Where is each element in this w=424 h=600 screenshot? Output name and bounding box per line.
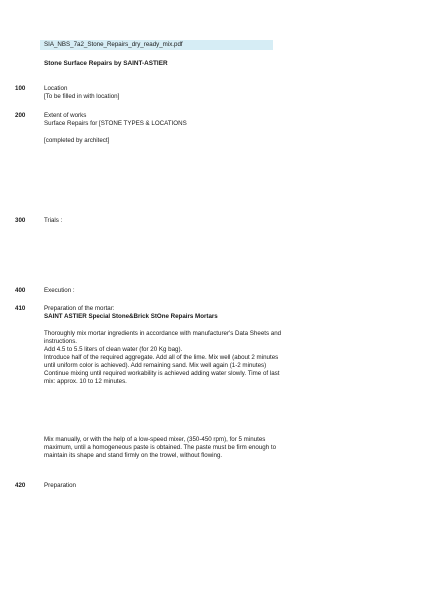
section-400 xyxy=(44,287,284,295)
section-heading: Preparation of the mortar: xyxy=(44,305,115,312)
section-100 xyxy=(44,85,284,101)
section-number-400: 400 xyxy=(15,287,26,294)
section-heading: Extent of works xyxy=(44,112,87,119)
document-title: Stone Surface Repairs by SAINT-ASTIER xyxy=(44,60,168,67)
section-200 xyxy=(44,112,284,128)
instruction-paragraph: Thoroughly mix mortar ingredients in accordance with manufacturer's Data Sheets and instructions. xyxy=(44,330,282,345)
section-heading: Execution : xyxy=(44,287,75,294)
section-text: Surface Repairs for [STONE TYPES & LOCATIONS xyxy=(44,120,187,127)
section-heading: Location xyxy=(44,85,68,92)
section-number-420: 420 xyxy=(15,482,26,489)
section-text: [To be filled in with location] xyxy=(44,93,120,100)
section-410-mixing xyxy=(44,436,288,460)
section-420 xyxy=(44,482,284,490)
section-410-instructions xyxy=(44,330,288,386)
instruction-paragraph: Add 4.5 to 5.5 liters of clean water (for 20 Kg bag). xyxy=(44,346,183,353)
product-name: SAINT ASTIER Special Stone&Brick StOne Repairs Mortars xyxy=(44,313,218,320)
instruction-paragraph: Mix manually, or with the help of a low-speed mixer, (350-450 rpm), for 5 minutes maximum, until a homogeneous paste is obtained. The paste must be firm enough to maintain its shape and stand firmly on the trowel, without flowing. xyxy=(44,436,277,459)
section-heading: Trials : xyxy=(44,217,63,224)
instruction-paragraph: Introduce half of the required aggregate. Add all of the lime. Mix well (about 2 minutes until uniform color is achieved). Add remaining sand. Mix well again (1-2 minutes) Continue mixing until required workability is achieved adding water slowly. Time of last mix: approx. 10 to 12 minutes. xyxy=(44,354,280,385)
section-200-note xyxy=(44,137,284,145)
section-410 xyxy=(44,305,284,321)
section-number-410: 410 xyxy=(15,305,26,312)
section-number-300: 300 xyxy=(15,217,26,224)
section-number-200: 200 xyxy=(15,112,26,119)
section-number-100: 100 xyxy=(15,85,26,92)
section-300 xyxy=(44,217,284,225)
section-heading: Preparation xyxy=(44,482,76,489)
file-name-bar xyxy=(40,40,273,50)
section-note: [completed by architect] xyxy=(44,137,110,144)
file-name: SIA_NBS_7a2_Stone_Repairs_dry_ready_mix.pdf xyxy=(44,41,183,48)
